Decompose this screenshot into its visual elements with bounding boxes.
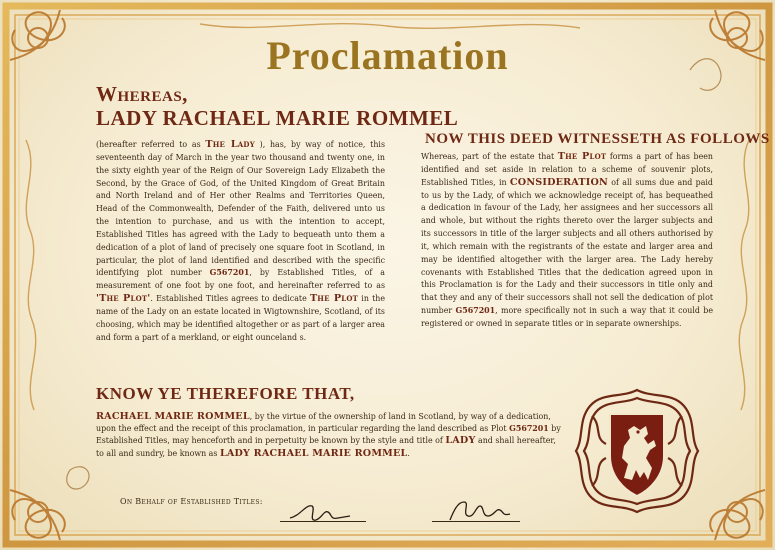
plot-number: G567201 (455, 306, 496, 316)
recipient-name: RACHAEL MARIE ROMMEL (96, 411, 250, 422)
whereas-paragraph: (hereafter referred to as The Lady ), has, by way of notice, this seventeenth day of March in the year two thousand and twenty one, in the sixty eighth year of the Reign of Our Sovereign Lady Elizabeth the Second, by the Grace of God, of the United Kingdom of Great Britain and North Ireland and of Her other Realms and Territories Queen, Head of the Commonwealth, Defender of the Faith, delivered unto us the intention to purchase, and us with the intention to accept, Established Titles has agreed with the Lady to bequeath unto them a dedication of a plot of land of precisely one square foot in Scotland, in particular, the plot of land identified and described with the specific identifying plot number G567201, by Established Titles, of a measurement of one foot by one foot, and hereinafter referred to as 'The Plot'. Established Titles agrees to dedicate The Plot in the name of the Lady on an estate located in Wigtownshire, Scotland, of its choosing, which may be identified altogether or as part of a larger area and form a part of a merkland, or eight ounceland s. (96, 139, 386, 342)
term-the-plot-quoted: 'The Plot' (96, 293, 151, 305)
know-ye-paragraph: RACHAEL MARIE ROMMEL, by the virtue of the ownership of land in Scotland, by way of a dedication, upon the effect and the receipt of this proclamation, in particular regarding the land described as Plot G567201 by Established Titles, may henceforth and in perpetuity be known by the style and title of LADY and shall hereafter, to all and sundry, be known as LADY RACHAEL MARIE ROMMEL. (96, 411, 561, 459)
signature-line-1 (280, 521, 366, 522)
term-the-plot: The Plot (557, 151, 607, 162)
term-consideration: CONSIDERATION (509, 176, 608, 188)
title-word: LADY (445, 435, 476, 447)
recipient-name-heading: LADY RACHAEL MARIE ROMMEL (96, 106, 459, 130)
term-the-lady: The Lady (205, 139, 255, 150)
signature-1 (286, 500, 366, 526)
signature-label: On Behalf of Established Titles: (120, 497, 263, 506)
lion-rampant-crest-icon (572, 386, 702, 516)
plot-number: G567201 (509, 424, 549, 434)
witnesseth-heading: NOW THIS DEED WITNESSETH AS FOLLOWS (425, 131, 770, 147)
certificate-title: Proclamation (266, 33, 509, 78)
term-the-plot: The Plot (309, 293, 359, 305)
signature-line-2 (432, 521, 520, 522)
recipient-full-title: LADY RACHAEL MARIE ROMMEL (219, 447, 408, 459)
plot-number: G567201 (209, 268, 250, 278)
know-ye-heading: KNOW YE THEREFORE THAT, (96, 384, 355, 403)
signature-2 (440, 496, 520, 524)
whereas-heading: Whereas, (96, 82, 188, 106)
celtic-knot-corner-icon (710, 490, 765, 540)
celtic-knot-corner-icon (10, 490, 65, 540)
witnesseth-paragraph: Whereas, part of the estate that The Plot forms a part of has been identified and set aside in relation to a scheme of souvenir plots, Established Titles, in CONSIDERATION of all sums due and paid to us by the Lady, of which we acknowledge receipt of, has bequeathed a dedication in favour of the Lady, her assignees and her successors all and whole, but without the rights thereto over the larger subjects and its successors in title of the larger subjects and all others authorised by it, which remain with the registrants of the estate and larger area and may be identified altogether with the larger area. The Lady hereby covenants with Established Titles that the dedication agreed upon in this Proclamation is for the Lady and their successors in title only and that they and any of their successors shall not sell the dedication of plot number G567201, more specifically not in such a way that it could be registered or owned in separate titles or in separate ownerships. (421, 151, 713, 328)
